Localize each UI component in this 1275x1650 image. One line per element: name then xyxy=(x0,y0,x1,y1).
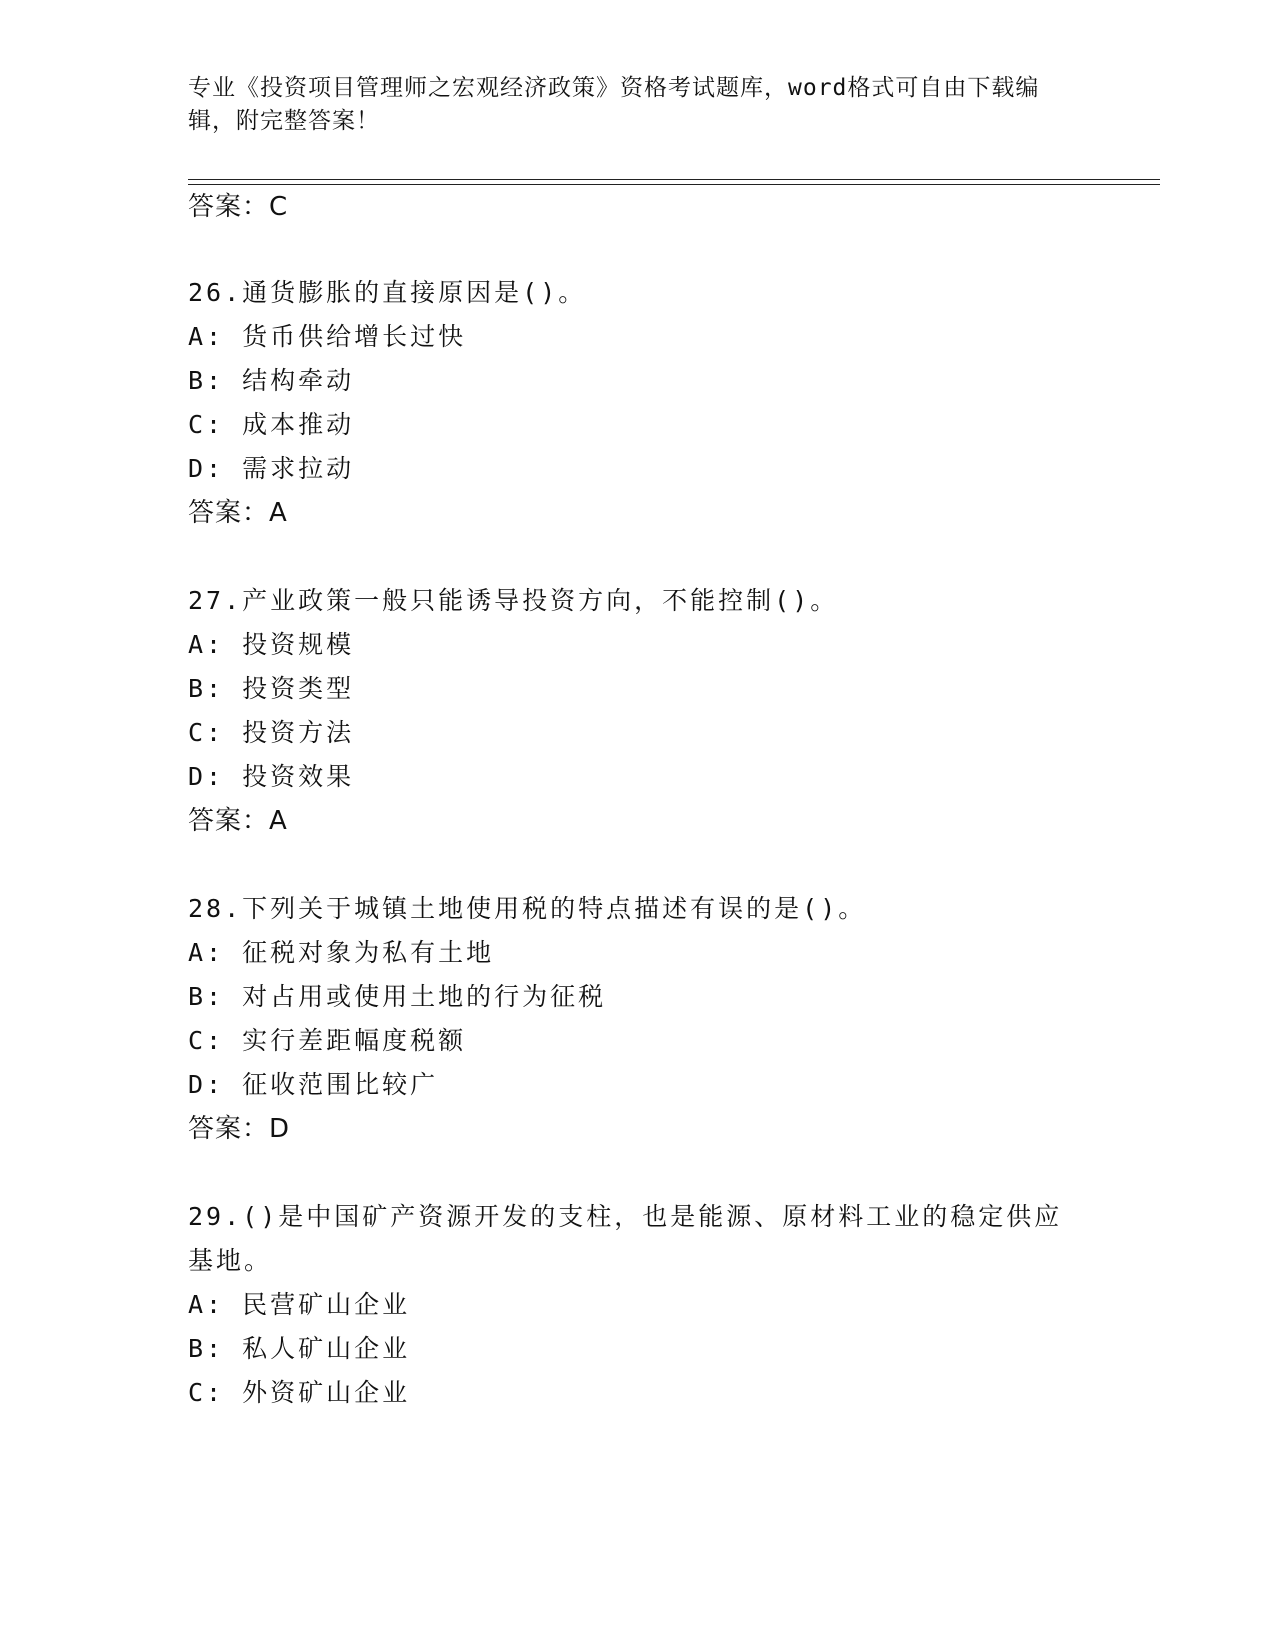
question-26-option-a: A: 货币供给增长过快 xyxy=(188,322,467,351)
question-26-option-b: B: 结构牵动 xyxy=(188,366,355,395)
question-26-stem: 26.通货膨胀的直接原因是()。 xyxy=(188,278,587,307)
question-27-option-a: A: 投资规模 xyxy=(188,630,355,659)
question-27-option-b: B: 投资类型 xyxy=(188,674,355,703)
question-29-option-c: C: 外资矿山企业 xyxy=(188,1378,411,1407)
header-divider-top xyxy=(188,179,1160,180)
answer-26: 答案：A xyxy=(188,498,288,528)
header-line-1: 专业《投资项目管理师之宏观经济政策》资格考试题库，word格式可自由下载编 xyxy=(188,75,1040,101)
answer-25: 答案：C xyxy=(188,192,289,222)
question-28-stem: 28.下列关于城镇土地使用税的特点描述有误的是()。 xyxy=(188,894,867,923)
question-29-stem-line-1: 29.()是中国矿产资源开发的支柱，也是能源、原材料工业的稳定供应 xyxy=(188,1202,1063,1231)
question-27-stem: 27.产业政策一般只能诱导投资方向，不能控制()。 xyxy=(188,586,839,615)
question-28-option-c: C: 实行差距幅度税额 xyxy=(188,1026,467,1055)
question-28-option-a: A: 征税对象为私有土地 xyxy=(188,938,495,967)
question-28-option-b: B: 对占用或使用土地的行为征税 xyxy=(188,982,607,1011)
answer-27: 答案：A xyxy=(188,806,288,836)
question-27-option-d: D: 投资效果 xyxy=(188,762,355,791)
header-line-2: 辑，附完整答案！ xyxy=(188,108,380,134)
question-26-option-c: C: 成本推动 xyxy=(188,410,355,439)
question-29-stem-line-2: 基地。 xyxy=(188,1246,273,1275)
question-26-option-d: D: 需求拉动 xyxy=(188,454,355,483)
document-header xyxy=(188,72,1088,138)
question-29-option-b: B: 私人矿山企业 xyxy=(188,1334,411,1363)
question-28-option-d: D: 征收范围比较广 xyxy=(188,1070,439,1099)
answer-28: 答案：D xyxy=(188,1114,291,1144)
header-divider-bottom xyxy=(188,184,1160,185)
question-27-option-c: C: 投资方法 xyxy=(188,718,355,747)
question-29-option-a: A: 民营矿山企业 xyxy=(188,1290,411,1319)
